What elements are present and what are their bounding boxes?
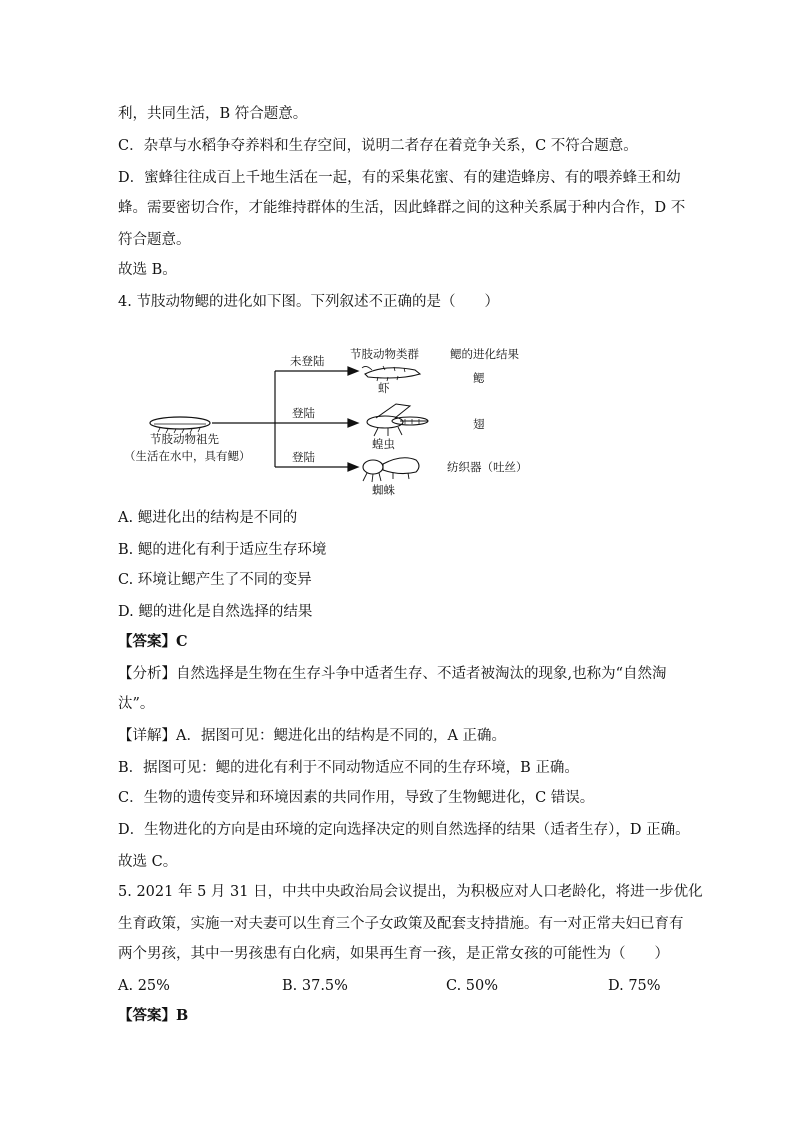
group-header: 节肢动物类群: [350, 347, 419, 361]
select-4: 故选 C。: [118, 854, 178, 870]
ancestor-note: （生活在水中，具有鳃）: [124, 449, 251, 463]
branch-label-bot: 登陆: [292, 450, 315, 464]
branch-label-top: 未登陆: [290, 354, 325, 368]
detail-4-b: B．据图可见：鳃的进化有利于不同动物适应不同的生存环境，B 正确。: [118, 760, 579, 776]
answer-5: 【答案】B: [118, 1007, 189, 1024]
branch-label-mid: 登陆: [292, 406, 315, 420]
detail-4-c: C．生物的遗传变异和环境因素的共同作用，导致了生物鳃进化，C 错误。: [118, 790, 595, 806]
q5-option-d: D. 75%: [608, 978, 661, 994]
detail-4-a: 【详解】A．据图可见：鳃进化出的结构是不同的，A 正确。: [118, 728, 507, 744]
ancestor-icon: [150, 417, 210, 433]
option-b: B. 鳃的进化有利于适应生存环境: [118, 542, 327, 558]
analysis-4-cont: 汰”。: [118, 696, 155, 712]
gill-evolution-diagram: [110, 340, 570, 500]
text-line: 故选 B。: [118, 262, 177, 278]
option-a: A. 鳃进化出的结构是不同的: [118, 510, 298, 526]
text-line: 蜂。需要密切合作，才能维持群体的生活，因此蜂群之间的这种关系属于种内合作，D 不: [118, 200, 686, 216]
answer-4: 【答案】C: [118, 633, 188, 650]
question-5-line2: 生育政策，实施一对夫妻可以生育三个子女政策及配套支持措施。有一对正常夫妇已育有: [118, 916, 684, 932]
option-c: C. 环境让鳃产生了不同的变异: [118, 572, 312, 588]
shrimp-icon: [362, 366, 420, 381]
question-5-line3: 两个男孩，其中一男孩患有白化病，如果再生育一孩，是正常女孩的可能性为（ ）: [118, 946, 669, 962]
q5-option-b: B. 37.5%: [282, 978, 348, 994]
result-header: 鳃的进化结果: [450, 347, 519, 361]
ancestor-name: 节肢动物祖先: [150, 432, 219, 446]
shrimp-label: 虾: [378, 381, 390, 395]
question-4-stem: 4. 节肢动物鳃的进化如下图。下列叙述不正确的是（ ）: [118, 294, 499, 310]
spider-icon: [363, 458, 419, 482]
text-line: C．杂草与水稻争夺养料和生存空间，说明二者存在着竞争关系，C 不符合题意。: [118, 138, 638, 154]
q5-option-a: A. 25%: [118, 978, 170, 994]
locust-icon: [367, 404, 428, 436]
option-d: D. 鳃的进化是自然选择的结果: [118, 604, 313, 620]
detail-4-d: D．生物进化的方向是由环境的定向选择决定的则自然选择的结果（适者生存），D 正确。: [118, 822, 690, 838]
spider-label: 蜘蛛: [372, 483, 395, 497]
analysis-4: 【分析】自然选择是生物在生存斗争中适者生存、不适者被淘汰的现象,也称为“自然淘: [118, 666, 667, 682]
result-spider: 纺织器（吐丝）: [447, 460, 528, 474]
locust-label: 蝗虫: [372, 437, 395, 451]
text-line: 利，共同生活，B 符合题意。: [118, 106, 308, 122]
question-5-line1: 5. 2021 年 5 月 31 日，中共中央政治局会议提出，为积极应对人口老龄化，将进一步优化: [118, 884, 703, 900]
result-locust: 翅: [473, 417, 485, 431]
text-line: 符合题意。: [118, 232, 191, 248]
text-line: D．蜜蜂往往成百上千地生活在一起，有的采集花蜜、有的建造蜂房、有的喂养蜂王和幼: [118, 170, 681, 186]
result-shrimp: 鳃: [473, 371, 485, 385]
q5-option-c: C. 50%: [446, 978, 499, 994]
